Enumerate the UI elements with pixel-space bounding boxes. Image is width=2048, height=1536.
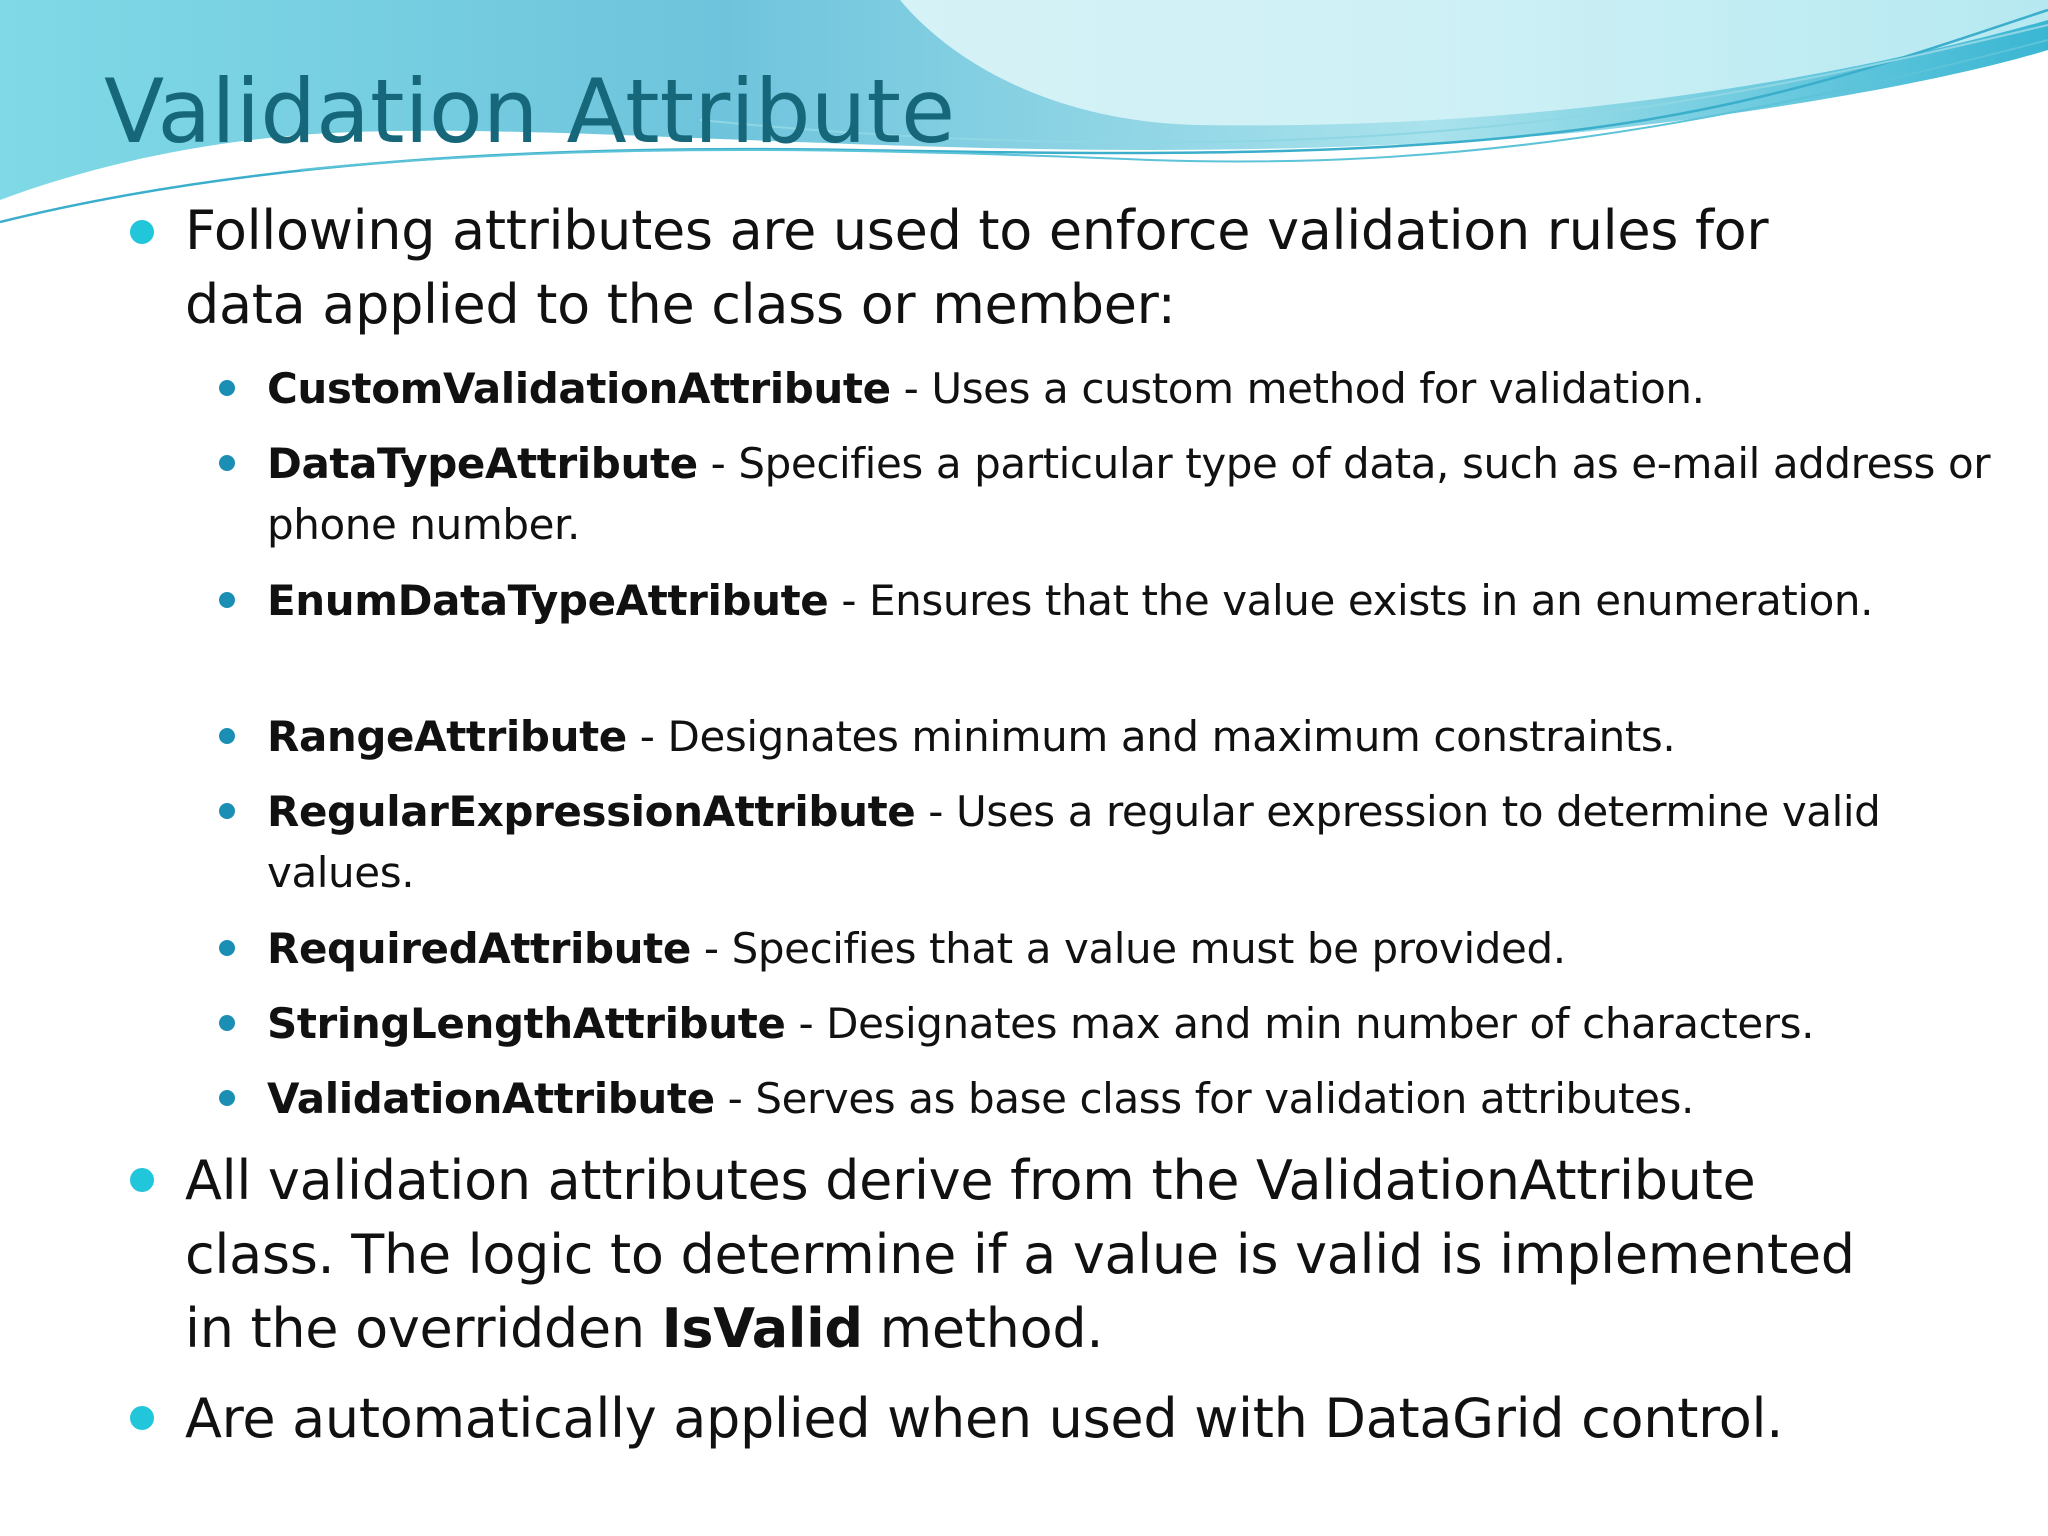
attribute-name: RequiredAttribute — [267, 924, 691, 973]
sub-bullet-icon — [219, 380, 235, 396]
attribute-item — [267, 706, 2007, 767]
isvalid-keyword: IsValid — [661, 1297, 863, 1360]
attribute-item — [267, 993, 2007, 1054]
attribute-item — [267, 358, 2007, 419]
slide-title: Validation Attribute — [104, 60, 956, 163]
attribute-description: - Designates max and min number of characters. — [785, 999, 1815, 1048]
intro-text: Following attributes are used to enforce validation rules for data applied to the class or member: — [185, 199, 1769, 336]
bullet-icon — [130, 220, 154, 244]
attribute-name: StringLengthAttribute — [267, 999, 786, 1048]
attribute-item — [267, 433, 2007, 555]
attribute-description: - Uses a regular expression to determine valid values. — [267, 787, 1881, 897]
sub-bullet-icon — [219, 455, 235, 471]
sub-bullet-icon — [219, 803, 235, 819]
attribute-description: - Specifies a particular type of data, such as e-mail address or phone number. — [267, 439, 1991, 549]
attribute-item — [267, 570, 2007, 631]
attribute-name: DataTypeAttribute — [267, 439, 698, 488]
bullet-icon — [130, 1168, 154, 1192]
attribute-name: ValidationAttribute — [267, 1074, 715, 1123]
sub-bullet-icon — [219, 1090, 235, 1106]
datagrid-text: Are automatically applied when used with DataGrid control. — [185, 1387, 1784, 1450]
attribute-description: - Designates minimum and maximum constraints. — [626, 712, 1676, 761]
attribute-item — [267, 918, 2007, 979]
attribute-description: - Uses a custom method for validation. — [890, 364, 1705, 413]
attribute-name: EnumDataTypeAttribute — [267, 576, 829, 625]
attribute-description: - Ensures that the value exists in an enumeration. — [828, 576, 1874, 625]
attribute-name: RangeAttribute — [267, 712, 627, 761]
sub-bullet-icon — [219, 1015, 235, 1031]
sub-bullet-icon — [219, 728, 235, 744]
derive-text-end: method. — [862, 1297, 1104, 1360]
attribute-name: RegularExpressionAttribute — [267, 787, 916, 836]
derive-text — [185, 1144, 1905, 1366]
attribute-description: - Serves as base class for validation attributes. — [714, 1074, 1694, 1123]
attribute-item — [267, 781, 2007, 903]
attribute-name: CustomValidationAttribute — [267, 364, 891, 413]
bullet-icon — [130, 1406, 154, 1430]
attribute-item — [267, 1068, 2007, 1129]
derive-text-start: All validation attributes derive from the ValidationAttribute class. The logic to determine if a value is valid is implemented in the overridden — [185, 1149, 1855, 1360]
sub-bullet-icon — [219, 592, 235, 608]
sub-bullet-icon — [219, 940, 235, 956]
attribute-description: - Specifies that a value must be provided. — [690, 924, 1566, 973]
